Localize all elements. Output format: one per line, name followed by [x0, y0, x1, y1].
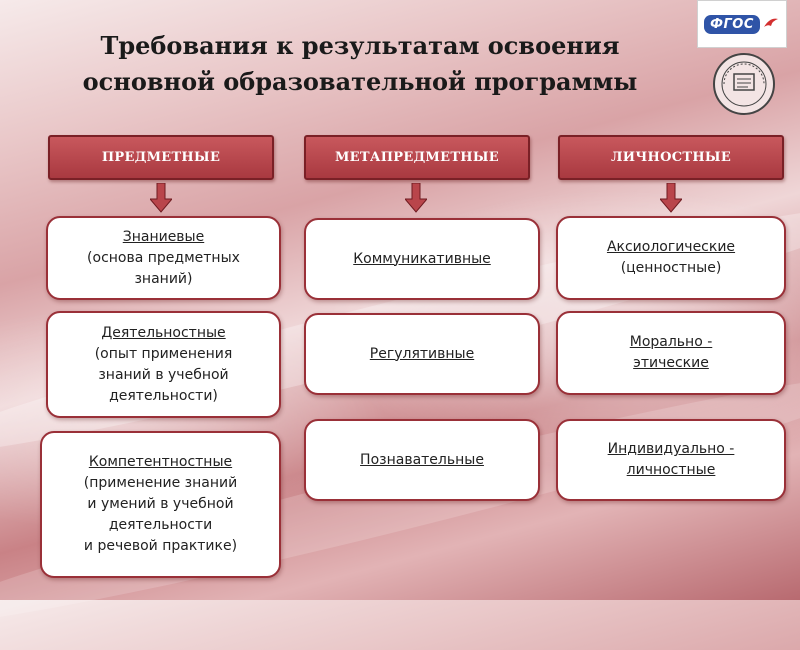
box-title: Познавательные — [360, 451, 484, 468]
fgos-logo — [697, 0, 787, 48]
seal-icon — [712, 52, 776, 116]
box-desc-line: (ценностные) — [620, 260, 722, 276]
down-arrow-icon — [405, 183, 427, 213]
box-aksiologicheskie — [556, 216, 786, 300]
header-metapredmetnye: МЕТАПРЕДМЕТНЫЕ — [304, 135, 530, 180]
box-title: Аксиологические — [606, 239, 736, 255]
down-arrow-icon — [150, 183, 172, 213]
box-title: Знаниевые — [122, 228, 205, 245]
box-desc-line: и речевой практике) — [83, 538, 238, 554]
box-desc-line: (основа предметных — [87, 249, 240, 266]
box-kompetentnostnye — [40, 431, 281, 578]
box-desc-line: деятельности — [108, 517, 213, 533]
box-moralno-eticheskie — [556, 311, 786, 395]
box-kommunikativnye — [304, 218, 540, 300]
box-desc-line: деятельности) — [109, 387, 218, 404]
box-title: Коммуникативные — [353, 250, 491, 267]
page-title — [40, 28, 680, 100]
box-title: Деятельностные — [101, 324, 226, 341]
box-deyatelnostnye — [46, 311, 281, 418]
header-predmetnye: ПРЕДМЕТНЫЕ — [48, 135, 274, 180]
box-title-line: Индивидуально - — [607, 441, 735, 457]
box-desc-line: (опыт применения — [94, 345, 233, 362]
down-arrow-icon — [660, 183, 682, 213]
box-desc-line: (применение знаний — [83, 475, 238, 491]
box-individualno-lichnostnye — [556, 419, 786, 501]
box-title: Компетентностные — [88, 454, 233, 470]
fgos-logo-text: ФГОС — [704, 15, 760, 34]
box-title-line: Морально - — [629, 334, 713, 350]
box-title-line: личностные — [626, 462, 716, 478]
title-line-2: основной образовательной программы — [82, 67, 638, 96]
box-desc-line: и умений в учебной — [87, 496, 234, 512]
box-regulyativnye — [304, 313, 540, 395]
header-lichnostnye: ЛИЧНОСТНЫЕ — [558, 135, 784, 180]
box-poznavatelnye — [304, 419, 540, 501]
box-znanievye — [46, 216, 281, 300]
box-title-line: этические — [633, 355, 709, 371]
title-line-1: Требования к результатам освоения — [100, 31, 620, 60]
bird-icon — [762, 15, 780, 33]
box-desc-line: знаний в учебной — [98, 366, 229, 383]
box-desc-line: знаний) — [134, 270, 193, 287]
box-title: Регулятивные — [369, 345, 475, 362]
